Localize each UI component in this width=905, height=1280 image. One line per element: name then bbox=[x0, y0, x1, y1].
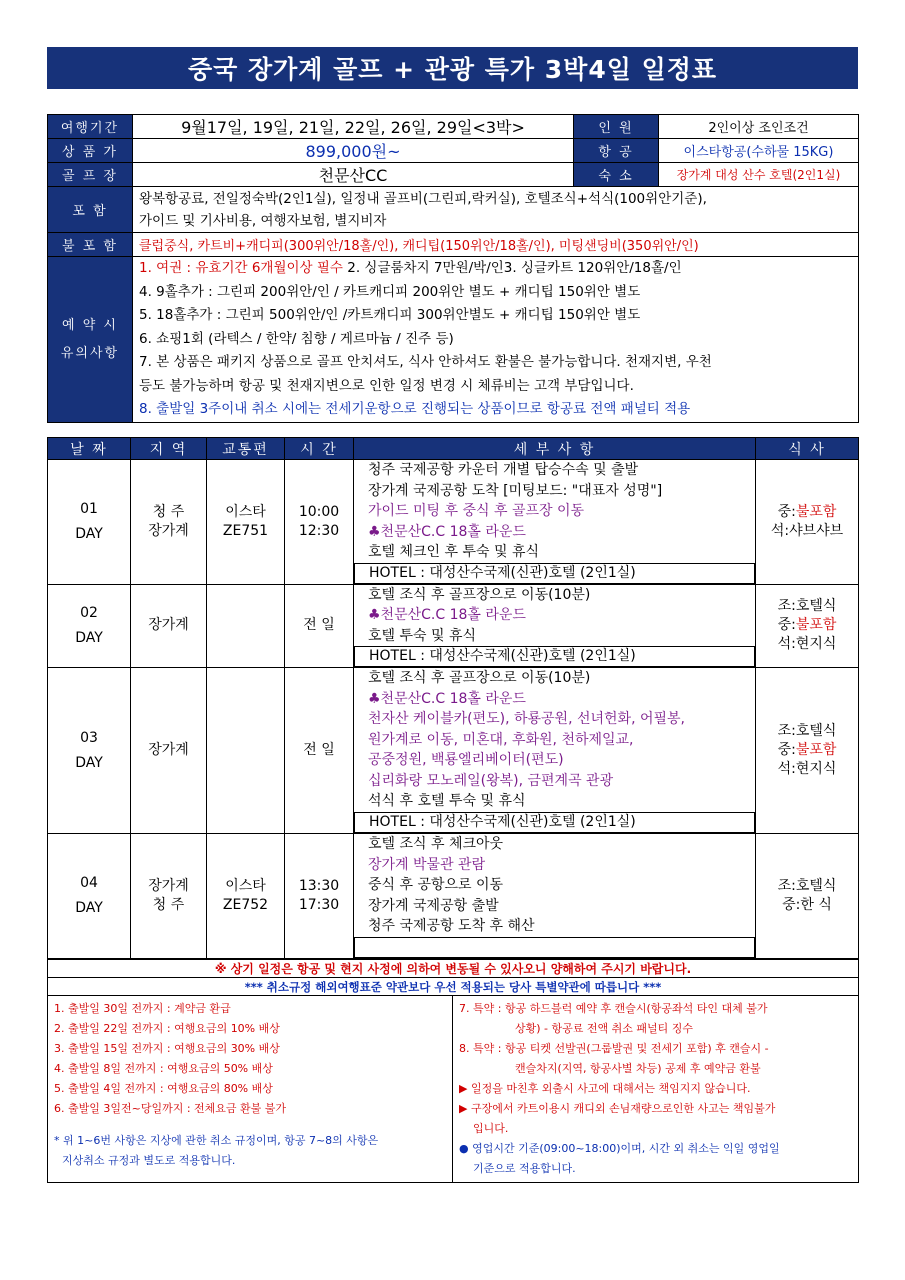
detail-line: 장가계 국제공항 도착 [미팅보드: "대표자 성명"] bbox=[368, 482, 663, 499]
notice-item: 4. 9홀추가 : 그린피 200위안/인 / 카트캐디피 200위안 별도 + 캐디팁 150위안 별도 bbox=[139, 283, 641, 300]
refund-footnote: 지상취소 규정과 별도로 적용합니다. bbox=[62, 1154, 236, 1167]
col-header-meals: 식 사 bbox=[756, 438, 859, 460]
detail-line: 공중정원, 백룡엘리베이터(편도) bbox=[368, 752, 564, 768]
detail-line: 호텔 조식 후 골프장으로 이동(10분) bbox=[368, 586, 591, 603]
col-header-region: 지 역 bbox=[131, 438, 207, 460]
detail-line: 장가계 국제공항 출발 bbox=[368, 897, 499, 914]
special-rule: 입니다. bbox=[473, 1122, 509, 1135]
notice-label: 예 약 시 유의사항 bbox=[48, 257, 133, 423]
detail-line: 중식 후 공항으로 이동 bbox=[368, 877, 504, 893]
day-row-1 bbox=[48, 460, 859, 585]
time-cell: 10:00 12:30 bbox=[285, 460, 354, 585]
notice-item: 6. 쇼핑1회 (라텍스 / 한약/ 침향 / 게르마늄 / 진주 등) bbox=[139, 330, 454, 347]
region-cell: 청 주 장가계 bbox=[131, 460, 207, 585]
day-row-3 bbox=[48, 668, 859, 834]
day-label: 01 DAY bbox=[48, 460, 131, 585]
detail-line: 가이드 미팅 후 중식 후 골프장 이동 bbox=[368, 503, 585, 519]
detail-line: 호텔 조식 후 골프장으로 이동(10분) bbox=[368, 670, 591, 686]
refund-rule: 1. 출발일 30일 전까지 : 계약금 환급 bbox=[54, 1002, 231, 1015]
details-cell bbox=[354, 460, 756, 585]
notice-item: 5. 18홀추가 : 그린피 500위안/인 /카트캐디피 300위안별도 + 캐디팁 150위안 별도 bbox=[139, 307, 641, 324]
col-header-transport: 교통편 bbox=[207, 438, 285, 460]
meals-cell: 조:호텔식 중:불포함 석:현지식 bbox=[756, 668, 859, 834]
hotel-line-empty bbox=[354, 937, 755, 958]
region-cell: 장가계 bbox=[131, 584, 207, 668]
special-rule: ▶ 일정을 마친후 외출시 사고에 대해서는 책임지지 않습니다. bbox=[459, 1082, 751, 1095]
hotel-label: 숙 소 bbox=[574, 163, 659, 187]
rule-text: *** 취소규정 해외여행표준 약관보다 우선 적용되는 당사 특별약관에 따릅니다 *** bbox=[48, 978, 859, 996]
page-title: 중국 장가계 골프 + 관광 특가 3박4일 일정표 bbox=[47, 47, 858, 89]
hotel-line: HOTEL : 대성산수국제(신관)호텔 (2인1실) bbox=[354, 812, 755, 833]
detail-line: 청주 국제공항 카운터 개별 탑승수속 및 출발 bbox=[368, 462, 639, 478]
include-line: 왕복항공료, 전일정숙박(2인1실), 일정내 골프비(그린피,락커실), 호텔조식+석식(100위안기준), bbox=[139, 190, 707, 207]
people-value: 2인이상 조인조건 bbox=[659, 115, 859, 139]
region-cell: 장가계 bbox=[131, 668, 207, 834]
refund-footnote: * 위 1~6번 사항은 지상에 관한 취소 규정이며, 항공 7~8의 사항은 bbox=[54, 1134, 379, 1147]
price-value: 899,000원~ bbox=[133, 139, 574, 163]
col-header-details: 세 부 사 항 bbox=[354, 438, 756, 460]
warning-text: ※ 상기 일정은 항공 및 현지 사정에 의하여 변동될 수 있사오니 양해하여 주시기 바랍니다. bbox=[48, 960, 859, 978]
transport-cell: 이스타 ZE752 bbox=[207, 834, 285, 959]
detail-line: ♣천문산C.C 18홀 라운드 bbox=[368, 523, 526, 540]
refund-rule: 2. 출발일 22일 전까지 : 여행요금의 10% 배상 bbox=[54, 1022, 280, 1035]
transport-cell bbox=[207, 584, 285, 668]
detail-line: ♣천문산C.C 18홀 라운드 bbox=[368, 607, 526, 623]
hotel-line: HOTEL : 대성산수국제(신관)호텔 (2인1실) bbox=[354, 646, 755, 667]
transport-cell: 이스타 ZE751 bbox=[207, 460, 285, 585]
notice-item: 7. 본 상품은 패키지 상품으로 골프 안치셔도, 식사 안하셔도 환불은 불가능합니다. 천재지변, 우천 bbox=[139, 354, 712, 371]
detail-line: 천자산 케이블카(편도), 하룡공원, 선녀헌화, 어필봉, bbox=[368, 711, 686, 727]
details-cell bbox=[354, 668, 756, 834]
refund-rule: 6. 출발일 3일전~당일까지 : 전체요금 환불 불가 bbox=[54, 1102, 287, 1115]
special-rule: 상황) - 항공료 전액 취소 패널티 징수 bbox=[515, 1022, 694, 1035]
day-label: 04 DAY bbox=[48, 834, 131, 959]
price-label: 상 품 가 bbox=[48, 139, 133, 163]
day-row-4 bbox=[48, 834, 859, 959]
day-label: 02 DAY bbox=[48, 584, 131, 668]
airline-label: 항 공 bbox=[574, 139, 659, 163]
exclude-value: 클럽중식, 카트비+캐디피(300위안/18홀/인), 캐디팁(150위안/18홀/인), 미팅샌딩비(350위안/인) bbox=[133, 233, 859, 257]
people-label: 인 원 bbox=[574, 115, 659, 139]
detail-line: 청주 국제공항 도착 후 해산 bbox=[368, 918, 535, 934]
trip-info-table bbox=[47, 114, 859, 423]
details-cell bbox=[354, 834, 756, 959]
transport-cell bbox=[207, 668, 285, 834]
detail-line: 십리화랑 모노레일(왕복), 금편계곡 관광 bbox=[368, 772, 614, 789]
col-header-time: 시 간 bbox=[285, 438, 354, 460]
cancellation-notes bbox=[47, 959, 859, 1183]
time-cell: 전 일 bbox=[285, 668, 354, 834]
detail-line: ♣천문산C.C 18홀 라운드 bbox=[368, 690, 526, 707]
include-label: 포 함 bbox=[48, 187, 133, 233]
meals-cell: 조:호텔식 중:불포함 석:현지식 bbox=[756, 584, 859, 668]
refund-rules-left bbox=[48, 996, 453, 1183]
detail-line: 석식 후 호텔 투숙 및 휴식 bbox=[368, 793, 526, 809]
include-line: 가이드 및 기사비용, 여행자보험, 별지비자 bbox=[139, 212, 387, 229]
meals-cell: 조:호텔식 중:한 식 bbox=[756, 834, 859, 959]
detail-line: 호텔 조식 후 체크아웃 bbox=[368, 836, 504, 852]
special-rule: 캔슬차지(지역, 항공사별 차등) 공제 후 예약금 환불 bbox=[515, 1062, 761, 1075]
day-label: 03 DAY bbox=[48, 668, 131, 834]
time-cell: 13:30 17:30 bbox=[285, 834, 354, 959]
exclude-label: 불 포 함 bbox=[48, 233, 133, 257]
include-value bbox=[133, 187, 859, 233]
airline-value: 이스타항공(수하물 15KG) bbox=[659, 139, 859, 163]
detail-line: 원가계로 이동, 미혼대, 후화원, 천하제일교, bbox=[368, 731, 634, 748]
time-cell: 전 일 bbox=[285, 584, 354, 668]
special-rule: 8. 특약 : 항공 티켓 선발권(그룹발권 및 전세기 포함) 후 캔슬시 - bbox=[459, 1042, 769, 1055]
refund-rules-right bbox=[453, 996, 859, 1183]
refund-rule: 3. 출발일 15일 전까지 : 여행요금의 30% 배상 bbox=[54, 1042, 280, 1055]
hotel-value: 장가계 대성 산수 호텔(2인1실) bbox=[659, 163, 859, 187]
period-value: 9월17일, 19일, 21일, 22일, 26일, 29일<3박> bbox=[133, 115, 574, 139]
special-rule: ● 영업시간 기준(09:00~18:00)이며, 시간 외 취소는 익일 영업일 bbox=[459, 1142, 780, 1155]
golf-label: 골 프 장 bbox=[48, 163, 133, 187]
notice-item: 1. 여권 : 유효기간 6개월이상 필수 2. 싱글룸차지 7만원/박/인3. 싱글카트 120위안/18홀/인 bbox=[139, 260, 682, 277]
notice-item: 등도 불가능하며 항공 및 천재지변으로 인한 일정 변경 시 체류비는 고객 부담입니다. bbox=[139, 377, 634, 394]
hotel-line: HOTEL : 대성산수국제(신관)호텔 (2인1실) bbox=[354, 563, 755, 584]
details-cell bbox=[354, 584, 756, 668]
detail-line: 호텔 투숙 및 휴식 bbox=[368, 627, 477, 644]
special-rule: 기준으로 적용합니다. bbox=[473, 1162, 576, 1175]
golf-value: 천문산CC bbox=[133, 163, 574, 187]
region-cell: 장가계 청 주 bbox=[131, 834, 207, 959]
schedule-table bbox=[47, 437, 859, 959]
refund-rule: 5. 출발일 4일 전까지 : 여행요금의 80% 배상 bbox=[54, 1082, 273, 1095]
refund-rule: 4. 출발일 8일 전까지 : 여행요금의 50% 배상 bbox=[54, 1062, 273, 1075]
detail-line: 장가계 박물관 관람 bbox=[368, 856, 486, 873]
day-row-2 bbox=[48, 584, 859, 668]
meals-cell: 중:불포함 석:샤브샤브 bbox=[756, 460, 859, 585]
notice-item: 8. 출발일 3주이내 취소 시에는 전세기운항으로 진행되는 상품이므로 항공료 전액 패널티 적용 bbox=[139, 401, 691, 418]
special-rule: ▶ 구장에서 카트이용시 캐디외 손님재량으로인한 사고는 책임불가 bbox=[459, 1102, 776, 1115]
special-rule: 7. 특약 : 항공 하드블럭 예약 후 캔슬시(항공좌석 타인 대체 불가 bbox=[459, 1002, 768, 1015]
period-label: 여행기간 bbox=[48, 115, 133, 139]
col-header-date: 날 짜 bbox=[48, 438, 131, 460]
detail-line: 호텔 체크인 후 투숙 및 휴식 bbox=[368, 544, 540, 560]
notice-list bbox=[133, 257, 859, 423]
